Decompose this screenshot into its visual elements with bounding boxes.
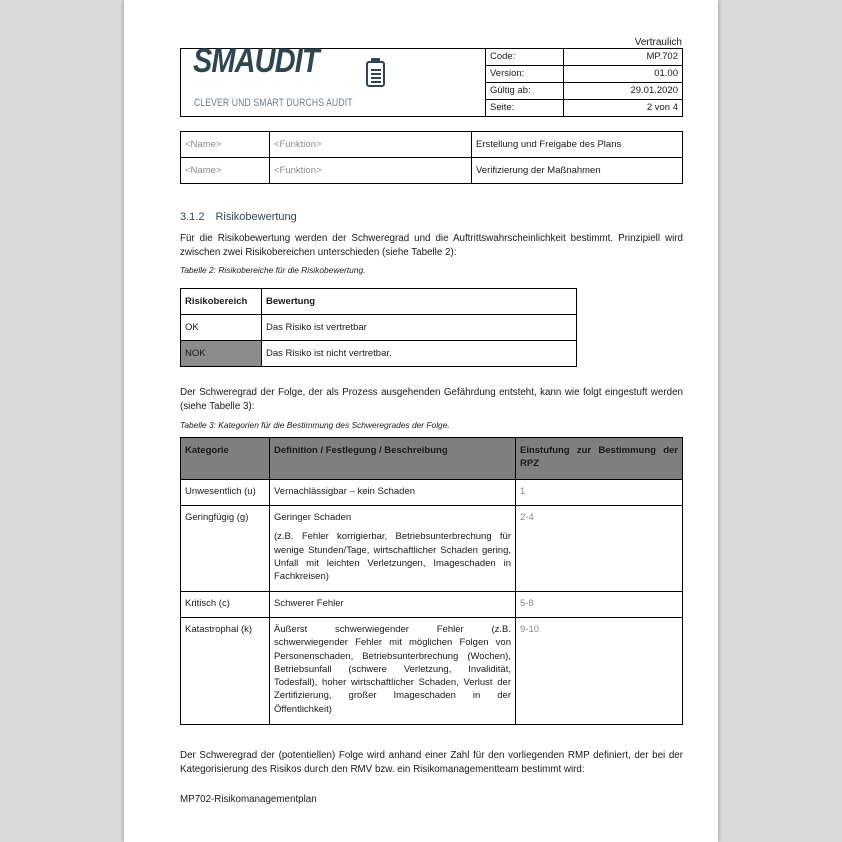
risk-area-cell: NOK: [181, 341, 262, 367]
table-row: [181, 592, 683, 618]
paragraph-intro: Für die Risikobewertung werden der Schweregrad und die Auftrittswahrscheinlichkeit bestimmt. Prinzipiell wird zwischen zwei Risikobereichen unterschieden (siehe Tabelle 2):: [180, 233, 683, 258]
task-cell: Verifizierung der Maßnahmen: [472, 158, 683, 184]
table-row: [181, 132, 683, 158]
rpz-cell: 9-10: [516, 618, 683, 725]
section-number: 3.1.2: [180, 211, 205, 223]
meta-value: 01.00: [564, 66, 683, 83]
rpz-cell: 5-8: [516, 592, 683, 618]
function-placeholder: <Funktion>: [270, 158, 472, 184]
column-header: Bewertung: [262, 289, 577, 315]
name-placeholder: <Name>: [181, 132, 270, 158]
definition-detail: (z.B. Fehler korrigierbar, Betriebsunterbrechung für wenige Stunden/Tage, wirtschaftlicher Schaden gering, Unfall mit leichten Verletzungen, Imageschaden in Fachkreisen): [274, 531, 511, 583]
function-placeholder: <Funktion>: [270, 132, 472, 158]
table-row: [181, 618, 683, 725]
table3-caption: Tabelle 3: Kategorien für die Bestimmung des Schweregrades der Folge.: [180, 420, 450, 430]
table-header-row: [181, 289, 577, 315]
name-placeholder: <Name>: [181, 158, 270, 184]
severity-category-table: [180, 437, 683, 725]
clipboard-icon: [366, 61, 385, 87]
category-cell: Katastrophal (k): [181, 618, 270, 725]
table-row: [181, 315, 577, 341]
logo-tagline: CLEVER UND SMART DURCHS AUDIT: [194, 97, 353, 109]
definition-cell: [270, 506, 516, 592]
table-row: [181, 506, 683, 592]
logo-cell: [181, 42, 486, 117]
table-row: [181, 480, 683, 506]
meta-label: Gültig ab:: [486, 83, 564, 100]
definition-cell: Äußerst schwerwiegender Fehler (z.B. schwerwiegender Fehler mit möglichen Folgen von Personenschaden, Betriebsunterbrechung (Wochen), Betriebsunfall (schwere Verletzung, Invalidität, Todesfall), hoher wirtschaftlicher Schaden, Verlust der Zertifizierung, großer Imageschaden in der Öffentlichkeit): [270, 618, 516, 725]
rpz-cell: 2-4: [516, 506, 683, 592]
table-header-row: [181, 438, 683, 480]
column-header: Definition / Festlegung / Beschreibung: [270, 438, 516, 480]
column-header: Einstufung zur Bestimmung der RPZ: [516, 438, 683, 480]
definition-cell: Vernachlässigbar – kein Schaden: [270, 480, 516, 506]
meta-label: Seite:: [486, 100, 564, 117]
risk-area-cell: OK: [181, 315, 262, 341]
risk-area-table: [180, 288, 577, 367]
meta-value: 29.01.2020: [564, 83, 683, 100]
meta-label: Code:: [486, 49, 564, 66]
definition-cell: Schwerer Fehler: [270, 592, 516, 618]
section-title: Risikobewertung: [215, 211, 297, 223]
responsibility-table: [180, 131, 683, 184]
category-cell: Geringfügig (g): [181, 506, 270, 592]
meta-value: MP.702: [564, 49, 683, 66]
rating-cell: Das Risiko ist nicht vertretbar.: [262, 341, 577, 367]
category-cell: Unwesentlich (u): [181, 480, 270, 506]
table-row: [181, 341, 577, 367]
logo-wordmark: SMAUDIT: [193, 42, 319, 80]
meta-value: 2 von 4: [564, 100, 683, 117]
column-header: Risikobereich: [181, 289, 262, 315]
footer-document-name: MP702-Risikomanagementplan: [180, 794, 317, 805]
table2-caption: Tabelle 2: Risikobereiche für die Risikobewertung.: [180, 265, 366, 275]
definition-title: Geringer Schaden: [274, 512, 352, 523]
confidential-label: Vertraulich: [634, 37, 682, 48]
rating-cell: Das Risiko ist vertretbar: [262, 315, 577, 341]
task-cell: Erstellung und Freigabe des Plans: [472, 132, 683, 158]
paragraph-rpz: Der Schweregrad der (potentiellen) Folge wird anhand einer Zahl für den vorliegenden RMP definiert, der bei der Kategorisierung des Risikos durch den RMV bzw. ein Risikomanagementteam bestimmt wird:: [180, 750, 683, 775]
category-cell: Kritisch (c): [181, 592, 270, 618]
column-header: Kategorie: [181, 438, 270, 480]
paragraph-severity: Der Schweregrad der Folge, der als Prozess ausgehenden Gefährdung entsteht, kann wie folgt eingestuft werden (siehe Tabelle 3):: [180, 387, 683, 412]
document-page: [124, 0, 718, 842]
table-row: [181, 158, 683, 184]
section-heading: [180, 211, 297, 223]
meta-label: Version:: [486, 66, 564, 83]
rpz-cell: 1: [516, 480, 683, 506]
